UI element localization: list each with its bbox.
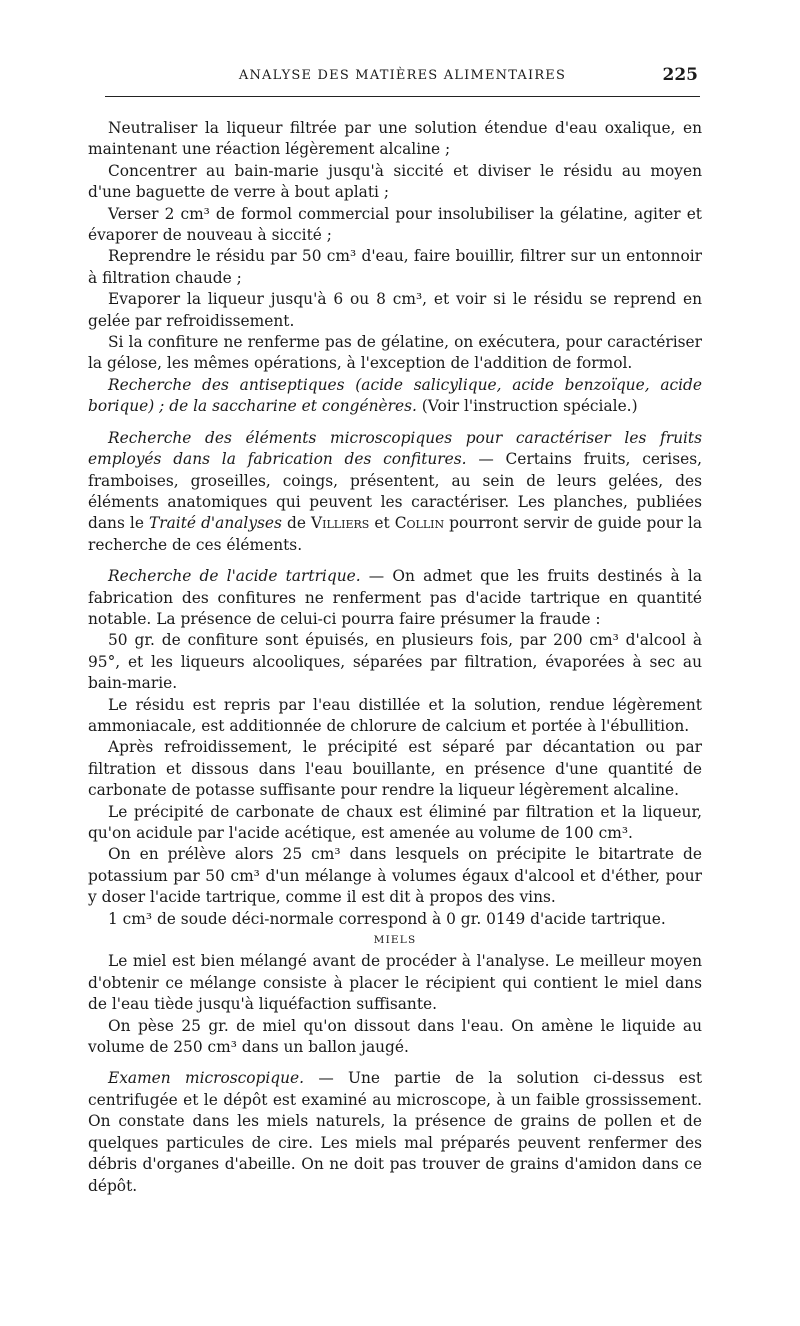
paragraph: Le miel est bien mélangé avant de procéder à l'analyse. Le meilleur moyen d'obtenir ce mélange consiste à placer le récipient qui contient le miel dans de l'eau tiède jusqu'à liquéfaction suffisante. [88,952,702,1014]
paragraph: Reprendre le résidu par 50 cm³ d'eau, faire bouillir, filtrer sur un entonnoir à filtration chaude ; [88,247,702,287]
paragraph-text: — On admet que les fruits destinés à la fabrication des confitures ne renferment pas d'acide tartrique en quantité notable. La présence de celui-ci pourra faire présumer la fraude : [88,567,703,628]
author-name: Collin [394,514,445,533]
paragraph: Verser 2 cm³ de formol commercial pour insolubiliser la gélatine, agiter et évaporer de nouveau à siccité ; [88,204,702,245]
paragraph: Evaporer la liqueur jusqu'à 6 ou 8 cm³, et voir si le résidu se reprend en gelée par refroidissement. [88,290,702,330]
paragraph-antiseptiques [88,375,702,418]
paragraph: Si la confiture ne renferme pas de gélatine, on exécutera, pour caractériser la gélose, les mêmes opérations, à l'exception de l'addition de formol. [88,333,702,373]
paragraph: On pèse 25 gr. de miel qu'on dissout dans l'eau. On amène le liquide au volume de 250 cm³ dans un ballon jaugé. [88,1016,702,1057]
running-header [105,66,700,94]
paragraph-text: — Une partie de la solution ci-dessus est centrifugée et le dépôt est examiné au microscope, à un faible grossissement. On constate dans les miels naturels, la présence de grains de pollen et de quelques particules de cire. Les miels mal préparés peuvent renfermer des débris d'organes d'abeille. On ne doit pas trouver de grains d'amidon dans ce dépôt. [88,1069,702,1195]
paragraph: Concentrer au bain-marie jusqu'à siccité et diviser le résidu au moyen d'une baguette de verre à bout aplati ; [88,161,702,202]
running-title: ANALYSE DES MATIÈRES ALIMENTAIRES [238,68,567,83]
paragraph-text: (Voir l'instruction spéciale.) [416,397,638,416]
paragraph: Neutraliser la liqueur filtrée par une solution étendue d'eau oxalique, en maintenant une réaction légèrement alcaline ; [88,119,702,159]
paragraph-microscopiques [88,428,702,556]
paragraph-heading: Recherche de l'acide tartrique. [108,567,361,586]
paragraph-text: de [281,514,312,533]
paragraph: Le résidu est repris par l'eau distillée et la solution, rendue légèrement ammoniacale, est additionnée de chlorure de calcium et portée à l'ébullition. [88,695,702,735]
paragraph-text: — Certains fruits, cerises, framboises, groseilles, coings, présentent, au sein de leurs gelées, des éléments anatomiques qui peuvent les caractériser. Les planches, publiées dans le [88,450,703,533]
page-number: 225 [662,65,698,85]
paragraph: Le précipité de carbonate de chaux est éliminé par filtration et la liqueur, qu'on acidule par l'acide acétique, est amenée au volume de 100 cm³. [88,802,702,842]
paragraph-acide-tartrique [88,566,702,630]
book-title: Traité d'analyses [149,514,282,533]
paragraph-heading: Recherche des antiseptiques (acide salicylique, acide benzoïque, acide borique) ; de la saccharine et congénères. [88,375,702,416]
paragraph: On en prélève alors 25 cm³ dans lesquels on précipite le bitartrate de potassium par 50 cm³ d'un mélange à volumes égaux d'alcool et d'éther, pour y doser l'acide tartrique, comme il est dit à propos des vins. [88,845,702,907]
header-rule [105,96,700,97]
section-title: MIELS [373,934,417,947]
page-body [88,118,702,1197]
paragraph: 50 gr. de confiture sont épuisés, en plusieurs fois, par 200 cm³ d'alcool à 95°, et les liqueurs alcooliques, séparées par filtration, évaporées à sec au bain-marie. [88,631,702,693]
paragraph-text: pourront servir de guide pour la recherche de ces éléments. [88,514,703,554]
paragraph-heading: Examen microscopique. [108,1069,305,1088]
author-name: Villiers [311,514,370,533]
paragraph: 1 cm³ de soude déci-normale correspond à 0 gr. 0149 d'acide tartrique. [108,909,666,928]
paragraph-heading: Recherche des éléments microscopiques pour caractériser les fruits employés dans la fabrication des confitures. [88,428,702,469]
paragraph: Après refroidissement, le précipité est séparé par décantation ou par filtration et dissous dans l'eau bouillante, en présence d'une quantité de carbonate de potasse suffisante pour rendre la liqueur légèrement alcaline. [88,738,702,800]
paragraph-text: et [369,514,395,533]
paragraph-examen [88,1068,702,1196]
